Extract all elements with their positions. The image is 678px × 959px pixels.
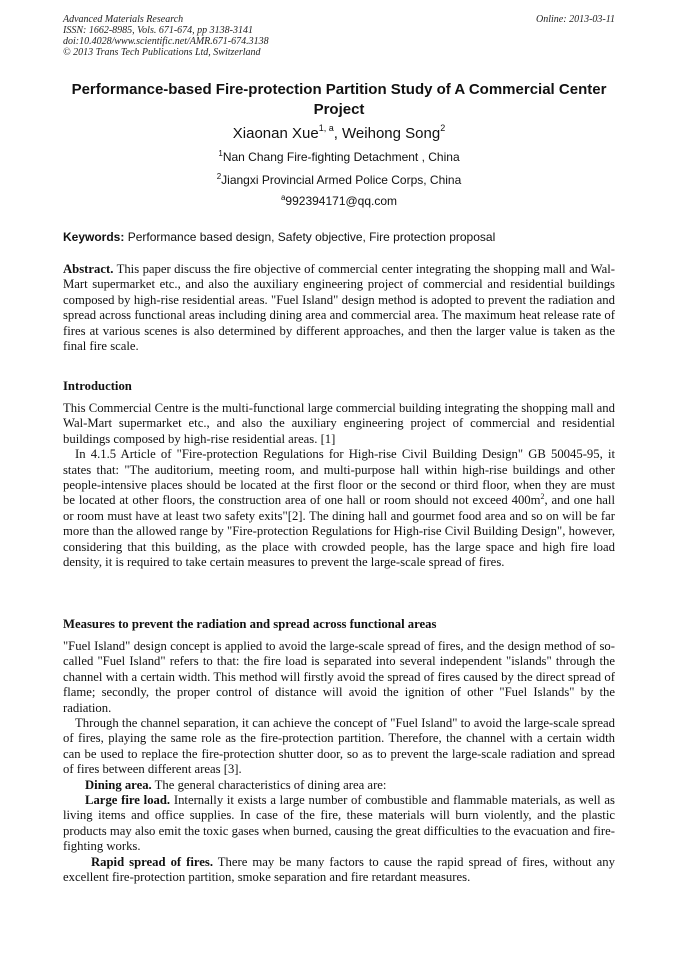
- affiliation-text: Jiangxi Provincial Armed Police Corps, China: [221, 173, 462, 187]
- paragraph-text: There may be many factors to cause the rapid spread of fires, without any excellent fire-protection partition, smoke separation and fire retardant measures.: [63, 854, 615, 885]
- introduction-body: [63, 401, 615, 570]
- abstract: [63, 262, 615, 354]
- paragraph: Through the channel separation, it can achieve the concept of "Fuel Island" to avoid the large-scale spread of fires, playing the same role as the fire-protection partition. Therefore, the channel with a certain width can be used to replace the fire-protection shutter door, so as to prevent the large-scale radiation and spread of fires between different areas [3].: [63, 716, 615, 777]
- email-text: 992394171@qq.com: [285, 194, 398, 208]
- abstract-text: This paper discuss the fire objective of commercial center integrating the shopping mall and Wal-Mart supermarket etc., and also the auxiliary engineering project of commercial and residential buildings composed by high-rise residential areas. "Fuel Island" design method is adopted to prevent the radiation and spread across functional areas including dining area and commercial area. The maximum heat release rate of fires at various scenes is also determined by different approaches, and then the larger value is taken as the final fire scale.: [63, 262, 615, 354]
- keywords-label: Keywords:: [63, 230, 125, 244]
- measures-body: [63, 639, 615, 886]
- superscript: 2: [540, 492, 545, 502]
- paragraph-text: In 4.1.5 Article of "Fire-protection Regulations for High-rise Civil Building Design" GB 50045-95, it states that: "The auditorium, meeting room, and multi-purpose hall within high-rise buildings and other people-intensive places should be located at the first floor or the second or third floor, when they are must be located at other floors, the construction area of one hall or room should not exceed 400m: [63, 447, 615, 508]
- journal-name: Advanced Materials Research: [63, 14, 184, 25]
- paragraph: "Fuel Island" design concept is applied to avoid the large-scale spread of fires, and the design method of so-called "Fuel Island" refers to that: the fire load is separated into several independent "islands" through the channel with a certain width. This method will firstly avoid the spread of fires caused by the direct spread of flame; secondly, the proper control of distance will avoid the ignition of other "Fuel Islands" by the radiation.: [63, 639, 615, 715]
- affiliation-mark: a: [280, 193, 286, 202]
- affiliation-text: Nan Chang Fire-fighting Detachment , China: [222, 150, 460, 164]
- author-separator: ,: [333, 125, 343, 142]
- author-name: Xiaonan Xue: [232, 125, 319, 142]
- rapid-spread-paragraph: [63, 855, 615, 886]
- section-heading-measures: Measures to prevent the radiation and spread across functional areas: [63, 617, 437, 631]
- affiliation-2: [63, 172, 615, 188]
- paper-title: Performance-based Fire-protection Partition Study of A Commercial Center Project: [71, 81, 607, 118]
- run-in-heading: Rapid spread of fires.: [91, 854, 214, 869]
- fire-load-paragraph: [63, 793, 615, 855]
- online-date: Online: 2013-03-11: [536, 14, 615, 25]
- abstract-label: Abstract.: [63, 262, 114, 276]
- run-in-heading: Dining area.: [85, 777, 152, 792]
- author-affiliation-mark: 2: [440, 123, 446, 133]
- paragraph-text: The general characteristics of dining area are:: [151, 777, 387, 792]
- paragraph-text: Internally it exists a large number of combustible and flammable materials, as well as living items and office supplies. In case of the fire, these materials will burn violently, and the plastic products may also emit the toxic gases when burned, causing the great difficulties to the evacuation and fire-fighting works.: [63, 793, 615, 854]
- paragraph-text: , and one hall or room must have at least two safety exits"[2]. The dining hall and gourmet food area and so on will be far more than the allowed range by "Fire-protection Regulations for High-rise Civil Building Design", however, considering that this building, as the place with crowded people, has the large space and high fire load density, it is required to take certain measures to prevent the large-scale spread of fires.: [63, 493, 615, 570]
- author-line: [63, 124, 615, 144]
- affiliation-mark: 1: [218, 149, 223, 158]
- section-heading-introduction: Introduction: [63, 379, 132, 393]
- paragraph: [63, 447, 615, 570]
- author-name: Weihong Song: [342, 125, 441, 142]
- journal-header: [63, 14, 615, 58]
- dining-area-paragraph: [63, 778, 615, 793]
- issn-line: ISSN: 1662-8985, Vols. 671-674, pp 3138-3141: [63, 25, 253, 36]
- run-in-heading: Large fire load.: [85, 793, 171, 808]
- affiliation-1: [63, 149, 615, 165]
- author-affiliation-mark: 1, a: [318, 123, 334, 133]
- paragraph: This Commercial Centre is the multi-functional large commercial building integrating the shopping mall and Wal-Mart supermarket etc., and also the auxiliary engineering project of commercial and residential buildings composed by high-rise residential areas. [1]: [63, 401, 615, 446]
- copyright-line: © 2013 Trans Tech Publications Ltd, Switzerland: [63, 47, 261, 58]
- keywords: [63, 229, 615, 245]
- affiliation-mark: 2: [216, 172, 222, 181]
- keywords-text: Performance based design, Safety objective, Fire protection proposal: [124, 230, 496, 244]
- doi-line: doi:10.4028/www.scientific.net/AMR.671-674.3138: [63, 36, 269, 47]
- contact-email: [63, 193, 615, 209]
